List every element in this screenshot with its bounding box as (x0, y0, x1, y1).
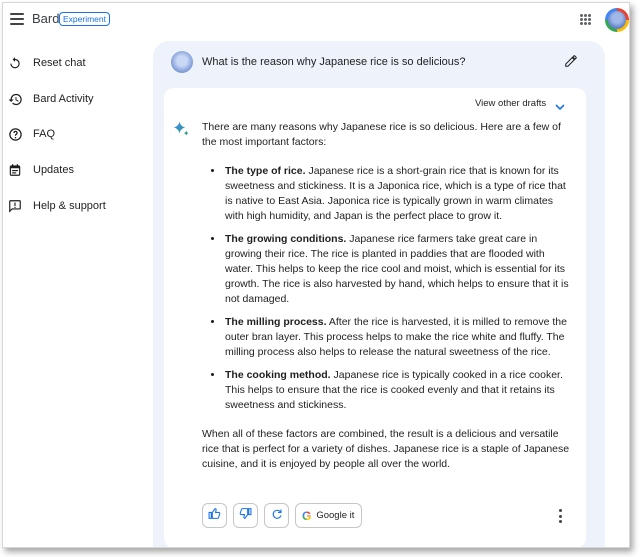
sidebar-item-label: Help & support (33, 200, 106, 212)
chevron-down-icon[interactable] (555, 98, 565, 106)
edit-pencil-icon[interactable] (564, 54, 578, 68)
thumbs-up-icon (208, 507, 221, 525)
answer-intro: There are many reasons why Japanese rice is so delicious. Here are a few of the most important factors: (202, 121, 561, 148)
sidebar-item-label: Reset chat (33, 57, 86, 69)
answer-card (164, 88, 586, 548)
view-other-drafts-button[interactable]: View other drafts (475, 98, 547, 109)
list-item (224, 164, 570, 224)
google-it-button[interactable] (295, 503, 362, 528)
answer-content (202, 120, 570, 472)
sidebar-item-bard-activity[interactable] (7, 89, 94, 109)
menu-icon[interactable] (10, 13, 24, 25)
user-avatar (171, 51, 193, 73)
point-text: Japanese rice is a short-grain rice that is known for its sweetness and stickiness. It is a Japonica rice, which is a type of rice that is native to East Asia. Japonica rice is typically grown in warm climates with high humidity, and Japan is the perfect place to grow it. (225, 165, 566, 222)
user-question: What is the reason why Japanese rice is so delicious? (202, 56, 466, 68)
regenerate-button[interactable] (264, 503, 289, 528)
sidebar-item-label: Bard Activity (33, 93, 94, 105)
chat-panel (153, 41, 605, 548)
calendar-icon (7, 162, 23, 178)
help-icon (7, 126, 23, 142)
more-options-icon[interactable] (559, 509, 563, 523)
brand-title: Bard (32, 11, 60, 26)
sidebar-item-label: FAQ (33, 128, 56, 140)
sidebar-item-reset-chat[interactable] (7, 53, 86, 73)
point-title: The growing conditions. (225, 233, 347, 245)
point-text: Japanese rice is typically cooked in a rice cooker. This helps to ensure that the rice is cooked evenly and that it retains its sweetness and stickiness. (225, 369, 563, 411)
list-item (224, 315, 570, 360)
reset-icon (7, 55, 23, 71)
answer-actions (202, 503, 362, 528)
feedback-icon (7, 198, 23, 214)
point-title: The type of rice. (225, 165, 306, 177)
list-item (224, 232, 570, 307)
point-text: After the rice is harvested, it is milled to remove the outer bran layer. This process helps to make the rice white and fluffy. The milling process also helps to release the natural sweetness of the rice. (225, 316, 567, 358)
sidebar-item-label: Updates (33, 164, 74, 176)
thumbs-down-icon (239, 507, 252, 525)
bard-sparkle-icon (172, 120, 190, 138)
history-icon (7, 91, 23, 107)
apps-grid-icon[interactable] (580, 14, 591, 25)
experiment-badge: Experiment (59, 12, 110, 26)
google-it-label: Google it (316, 510, 355, 521)
account-avatar[interactable] (605, 8, 629, 32)
answer-outro: When all of these factors are combined, the result is a delicious and versatile rice that is perfect for a variety of dishes. Japanese rice is a staple of Japanese cuisine, and it is enjoyed by people all over the world. (202, 428, 570, 470)
app-window (2, 2, 630, 548)
sidebar-item-updates[interactable] (7, 160, 74, 180)
thumbs-down-button[interactable] (233, 503, 258, 528)
point-title: The milling process. (225, 316, 327, 328)
sidebar-item-faq[interactable] (7, 124, 55, 144)
point-title: The cooking method. (225, 369, 331, 381)
sidebar-item-help-support[interactable] (7, 196, 106, 216)
answer-points (202, 164, 570, 413)
point-text: Japanese rice farmers take great care in growing their rice. The rice is planted in paddies that are flooded with water. This helps to keep the rice cool and moist, which is essential for its growth. The rice is also harvested by hand, which helps to ensure that it is not damaged. (225, 233, 569, 305)
thumbs-up-button[interactable] (202, 503, 227, 528)
google-g-icon: G (302, 508, 312, 523)
refresh-icon (271, 507, 283, 525)
list-item (224, 368, 570, 413)
